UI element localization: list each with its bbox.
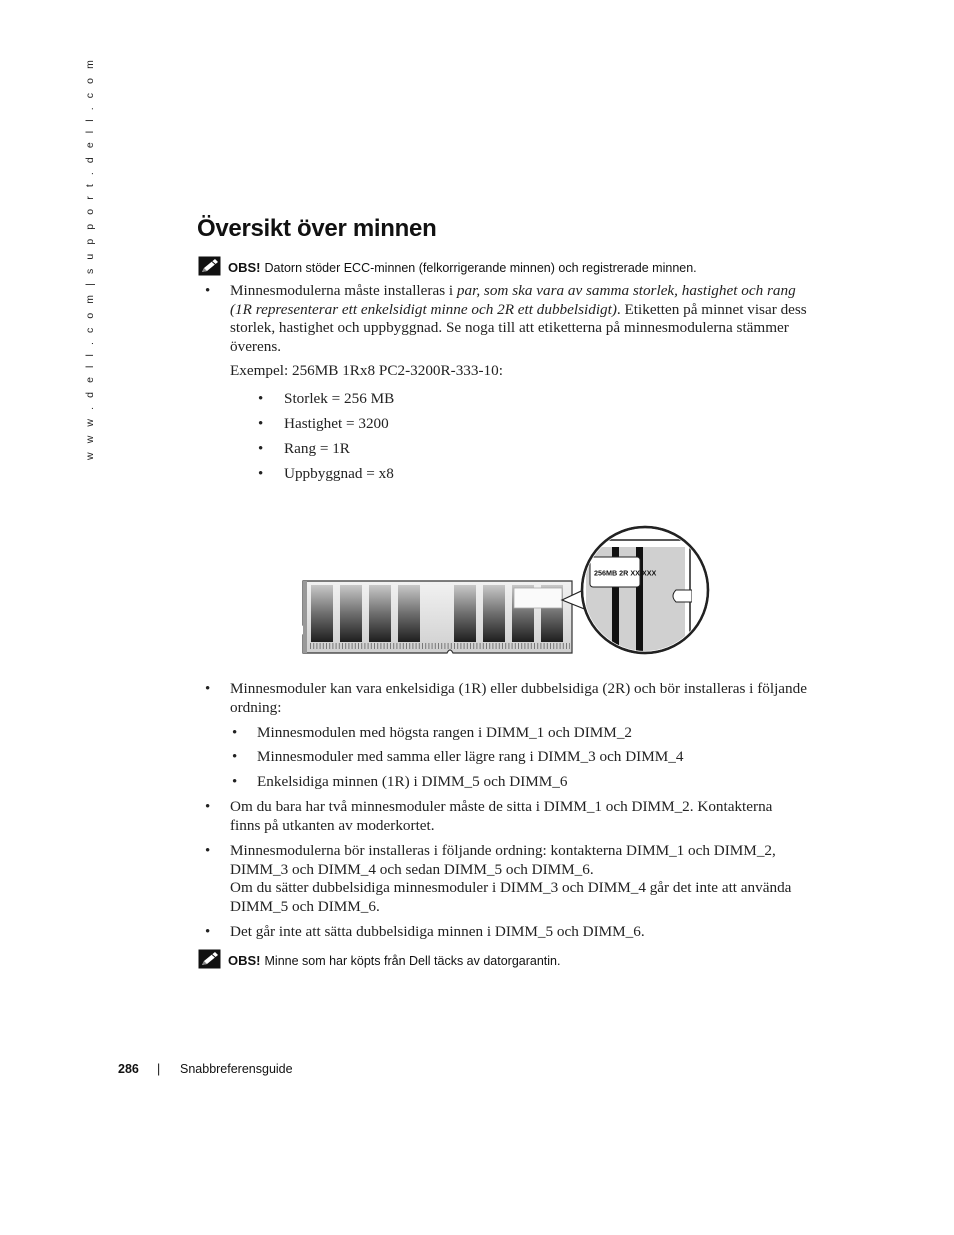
bullet-glyph: •	[232, 774, 238, 790]
bullet-glyph: •	[258, 416, 264, 432]
text-italic: (1R representerar ett enkelsidigt minne och 2R ett dubbelsidigt)	[230, 300, 617, 318]
bullet-glyph: •	[232, 749, 238, 765]
page-number: 286	[118, 1062, 139, 1076]
side-url: w w w . d e l l . c o m | s u p p o r t . d e l l . c o m	[84, 57, 96, 460]
note-pencil-icon	[198, 256, 221, 276]
spec-item: Rang = 1R	[284, 440, 350, 457]
bullet-glyph: •	[258, 391, 264, 407]
example-line: Exempel: 256MB 1Rx8 PC2-3200R-333-10:	[230, 362, 503, 379]
paragraph-dual-sided: Det går inte att sätta dubbelsidiga minnen i DIMM_5 och DIMM_6.	[230, 923, 645, 940]
guide-title: Snabbreferensguide	[180, 1062, 293, 1076]
spec-item: Uppbyggnad = x8	[284, 465, 394, 482]
footer-separator: |	[157, 1062, 161, 1076]
bullet-glyph: •	[205, 681, 211, 697]
memory-chip	[369, 585, 391, 642]
bullet-glyph: •	[205, 283, 211, 299]
bullet-glyph: •	[205, 799, 211, 815]
bullet-glyph: •	[232, 725, 238, 741]
spec-item: Hastighet = 3200	[284, 415, 389, 432]
paragraph-install-order	[230, 842, 820, 917]
order-item: Minnesmoduler med samma eller lägre rang i DIMM_3 och DIMM_4	[257, 748, 684, 765]
memory-chip	[398, 585, 420, 642]
note-text: Minne som har köpts från Dell täcks av datorgarantin.	[264, 954, 561, 968]
bullet-glyph: •	[258, 441, 264, 457]
text-line: Om du bara har två minnesmoduler måste de sitta i DIMM_1 och DIMM_2. Kontakterna	[230, 798, 773, 815]
note-label: OBS!	[228, 953, 261, 968]
bullet-glyph: •	[258, 466, 264, 482]
bullet-glyph: •	[205, 843, 211, 859]
text-line: Minnesmodulerna måste installeras i	[230, 282, 457, 299]
text-line: finns på utkanten av moderkortet.	[230, 816, 435, 834]
note-pencil-icon	[198, 949, 221, 969]
memory-module-illustration	[300, 520, 712, 660]
text-line: överens.	[230, 338, 282, 356]
text-line: DIMM_5 och DIMM_6.	[230, 898, 380, 916]
memory-chip	[454, 585, 476, 642]
order-item: Minnesmodulen med högsta rangen i DIMM_1 och DIMM_2	[257, 724, 633, 741]
text-line: . Etiketten på minnet visar dess	[616, 300, 807, 318]
spec-item: Storlek = 256 MB	[284, 390, 395, 407]
page-title: Översikt över minnen	[197, 215, 437, 242]
text-line: ordning:	[230, 698, 282, 716]
note-text: Datorn stöder ECC-minnen (felkorrigerande minnen) och registrerade minnen.	[264, 261, 697, 275]
memory-chip	[340, 585, 362, 642]
paragraph-two-modules	[230, 798, 820, 835]
text-line: Minnesmodulerna bör installeras i följande ordning: kontakterna DIMM_1 och DIMM_2,	[230, 842, 776, 859]
text-line: Minnesmoduler kan vara enkelsidiga (1R) eller dubbelsidiga (2R) och bör installeras i följande	[230, 680, 807, 697]
order-item: Enkelsidiga minnen (1R) i DIMM_5 och DIMM_6	[257, 773, 568, 790]
text-line: storlek, hastighet och uppbyggnad. Se noga till att etiketterna på minnesmodulerna stämmer	[230, 319, 789, 337]
bullet-glyph: •	[205, 924, 211, 940]
paragraph-rank	[230, 680, 820, 717]
text-line: DIMM_3 och DIMM_4 och sedan DIMM_5 och DIMM_6.	[230, 860, 594, 878]
text-italic: par, som ska vara av samma storlek, hastighet och rang	[456, 282, 796, 299]
note-label: OBS!	[228, 260, 261, 275]
memory-chip	[483, 585, 505, 642]
paragraph-pairs	[230, 282, 820, 357]
text-line: Om du sätter dubbelsidiga minnesmoduler i DIMM_3 och DIMM_4 går det inte att använda	[230, 879, 792, 897]
memory-chip	[311, 585, 333, 642]
module-label-text: 256MB 2R XX XXX	[594, 568, 657, 578]
